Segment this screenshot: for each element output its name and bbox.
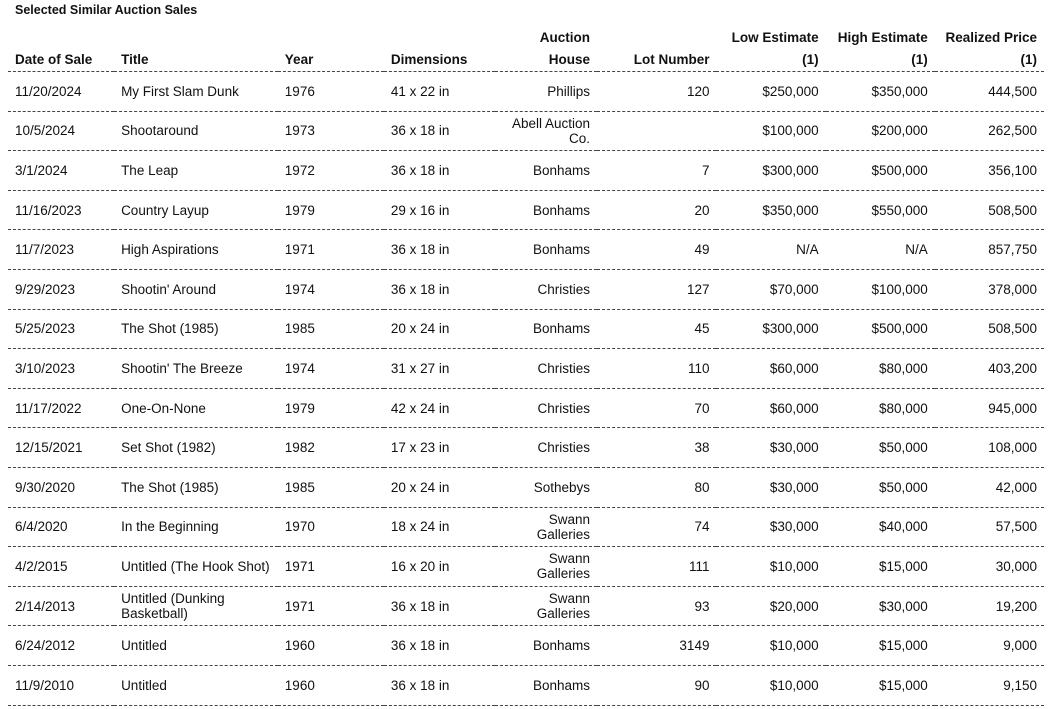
realized-price-cell: 945,000 bbox=[935, 388, 1044, 428]
auction-house-cell: Swann Galleries bbox=[495, 547, 597, 587]
year-cell: 1971 bbox=[278, 586, 384, 626]
low-estimate-cell: $300,000 bbox=[716, 309, 825, 349]
year-cell: 1985 bbox=[278, 309, 384, 349]
table-row bbox=[8, 190, 1044, 230]
date-cell: 5/25/2023 bbox=[8, 309, 114, 349]
header-realized-price: Realized Price (1) bbox=[935, 25, 1044, 72]
realized-price-cell: 262,500 bbox=[935, 111, 1044, 151]
lot-number-cell: 111 bbox=[597, 547, 716, 587]
low-estimate-cell: $350,000 bbox=[716, 190, 825, 230]
dimensions-cell: 20 x 24 in bbox=[384, 467, 495, 507]
year-cell: 1960 bbox=[278, 626, 384, 666]
header-year: Year bbox=[278, 25, 384, 72]
dimensions-cell: 17 x 23 in bbox=[384, 428, 495, 468]
header-low-estimate: Low Estimate (1) bbox=[716, 25, 825, 72]
auction-house-cell: Sothebys bbox=[495, 467, 597, 507]
date-cell: 4/2/2015 bbox=[8, 547, 114, 587]
table-row bbox=[8, 665, 1044, 705]
auction-house-cell: Bonhams bbox=[495, 309, 597, 349]
realized-price-cell: 19,200 bbox=[935, 586, 1044, 626]
lot-number-cell bbox=[597, 111, 716, 151]
realized-price-cell: 378,000 bbox=[935, 269, 1044, 309]
year-cell: 1976 bbox=[278, 72, 384, 112]
lot-number-cell: 70 bbox=[597, 388, 716, 428]
high-estimate-cell: $350,000 bbox=[826, 72, 935, 112]
dimensions-cell: 36 x 18 in bbox=[384, 230, 495, 270]
title-cell: Untitled (The Hook Shot) bbox=[114, 547, 278, 587]
table-row bbox=[8, 586, 1044, 626]
year-cell: 1974 bbox=[278, 349, 384, 389]
high-estimate-cell: $500,000 bbox=[826, 309, 935, 349]
title-cell: The Shot (1985) bbox=[114, 309, 278, 349]
auction-house-cell: Bonhams bbox=[495, 626, 597, 666]
date-cell: 9/30/2020 bbox=[8, 467, 114, 507]
year-cell: 1971 bbox=[278, 230, 384, 270]
date-cell: 6/24/2012 bbox=[8, 626, 114, 666]
auction-house-cell: Phillips bbox=[495, 72, 597, 112]
title-cell: Untitled bbox=[114, 626, 278, 666]
date-cell: 11/9/2010 bbox=[8, 665, 114, 705]
table-row bbox=[8, 230, 1044, 270]
realized-price-cell: 857,750 bbox=[935, 230, 1044, 270]
low-estimate-cell: $300,000 bbox=[716, 151, 825, 191]
year-cell: 1970 bbox=[278, 507, 384, 547]
dimensions-cell: 42 x 24 in bbox=[384, 388, 495, 428]
high-estimate-cell: $550,000 bbox=[826, 190, 935, 230]
auction-house-cell: Bonhams bbox=[495, 151, 597, 191]
high-estimate-cell: $50,000 bbox=[826, 467, 935, 507]
title-cell: My First Slam Dunk bbox=[114, 72, 278, 112]
high-estimate-cell: $30,000 bbox=[826, 586, 935, 626]
year-cell: 1979 bbox=[278, 190, 384, 230]
realized-price-cell: 57,500 bbox=[935, 507, 1044, 547]
table-row bbox=[8, 507, 1044, 547]
auction-house-cell: Bonhams bbox=[495, 665, 597, 705]
title-cell: Country Layup bbox=[114, 190, 278, 230]
year-cell: 1985 bbox=[278, 467, 384, 507]
realized-price-cell: 444,500 bbox=[935, 72, 1044, 112]
low-estimate-cell: $60,000 bbox=[716, 388, 825, 428]
lot-number-cell: 74 bbox=[597, 507, 716, 547]
realized-price-cell: 356,100 bbox=[935, 151, 1044, 191]
dimensions-cell: 41 x 22 in bbox=[384, 72, 495, 112]
year-cell: 1971 bbox=[278, 547, 384, 587]
table-row bbox=[8, 72, 1044, 112]
low-estimate-cell: $10,000 bbox=[716, 547, 825, 587]
auction-house-cell: Christies bbox=[495, 388, 597, 428]
low-estimate-cell: $20,000 bbox=[716, 586, 825, 626]
title-cell: Shootin' The Breeze bbox=[114, 349, 278, 389]
date-cell: 11/17/2022 bbox=[8, 388, 114, 428]
dimensions-cell: 36 x 18 in bbox=[384, 586, 495, 626]
low-estimate-cell: $250,000 bbox=[716, 72, 825, 112]
lot-number-cell: 80 bbox=[597, 467, 716, 507]
date-cell: 11/16/2023 bbox=[8, 190, 114, 230]
lot-number-cell: 120 bbox=[597, 72, 716, 112]
table-row bbox=[8, 111, 1044, 151]
high-estimate-cell: $200,000 bbox=[826, 111, 935, 151]
year-cell: 1979 bbox=[278, 388, 384, 428]
lot-number-cell: 7 bbox=[597, 151, 716, 191]
header-high-estimate: High Estimate (1) bbox=[826, 25, 935, 72]
low-estimate-cell: $30,000 bbox=[716, 507, 825, 547]
table-row bbox=[8, 349, 1044, 389]
year-cell: 1960 bbox=[278, 665, 384, 705]
auction-house-cell: Christies bbox=[495, 428, 597, 468]
header-lot-number: Lot Number bbox=[597, 25, 716, 72]
table-row bbox=[8, 626, 1044, 666]
high-estimate-cell: $500,000 bbox=[826, 151, 935, 191]
table-row bbox=[8, 547, 1044, 587]
header-date-of-sale: Date of Sale bbox=[8, 25, 114, 72]
date-cell: 12/15/2021 bbox=[8, 428, 114, 468]
realized-price-cell: 108,000 bbox=[935, 428, 1044, 468]
title-cell: Untitled (Dunking Basketball) bbox=[114, 586, 278, 626]
table-header-row bbox=[8, 25, 1044, 72]
lot-number-cell: 110 bbox=[597, 349, 716, 389]
high-estimate-cell: $15,000 bbox=[826, 626, 935, 666]
high-estimate-cell: $100,000 bbox=[826, 269, 935, 309]
high-estimate-cell: N/A bbox=[826, 230, 935, 270]
date-cell: 11/7/2023 bbox=[8, 230, 114, 270]
realized-price-cell: 9,150 bbox=[935, 665, 1044, 705]
table-row bbox=[8, 269, 1044, 309]
dimensions-cell: 36 x 18 in bbox=[384, 665, 495, 705]
realized-price-cell: 30,000 bbox=[935, 547, 1044, 587]
table-row bbox=[8, 151, 1044, 191]
header-dimensions: Dimensions bbox=[384, 25, 495, 72]
header-title: Title bbox=[114, 25, 278, 72]
year-cell: 1973 bbox=[278, 111, 384, 151]
high-estimate-cell: $15,000 bbox=[826, 665, 935, 705]
realized-price-cell: 403,200 bbox=[935, 349, 1044, 389]
date-cell: 2/14/2013 bbox=[8, 586, 114, 626]
auction-sales-table bbox=[8, 25, 1044, 706]
lot-number-cell: 45 bbox=[597, 309, 716, 349]
lot-number-cell: 38 bbox=[597, 428, 716, 468]
table-row bbox=[8, 388, 1044, 428]
lot-number-cell: 93 bbox=[597, 586, 716, 626]
dimensions-cell: 36 x 18 in bbox=[384, 151, 495, 191]
high-estimate-cell: $80,000 bbox=[826, 388, 935, 428]
title-cell: Shootaround bbox=[114, 111, 278, 151]
realized-price-cell: 508,500 bbox=[935, 190, 1044, 230]
title-cell: Shootin' Around bbox=[114, 269, 278, 309]
table-body bbox=[8, 72, 1044, 706]
year-cell: 1982 bbox=[278, 428, 384, 468]
title-cell: In the Beginning bbox=[114, 507, 278, 547]
low-estimate-cell: $70,000 bbox=[716, 269, 825, 309]
low-estimate-cell: $60,000 bbox=[716, 349, 825, 389]
auction-house-cell: Christies bbox=[495, 349, 597, 389]
auction-house-cell: Bonhams bbox=[495, 230, 597, 270]
table-title: Selected Similar Auction Sales bbox=[15, 3, 198, 17]
date-cell: 11/20/2024 bbox=[8, 72, 114, 112]
table-row bbox=[8, 428, 1044, 468]
title-cell: The Leap bbox=[114, 151, 278, 191]
lot-number-cell: 49 bbox=[597, 230, 716, 270]
table-row bbox=[8, 467, 1044, 507]
auction-house-cell: Abell Auction Co. bbox=[495, 111, 597, 151]
title-cell: Set Shot (1982) bbox=[114, 428, 278, 468]
date-cell: 10/5/2024 bbox=[8, 111, 114, 151]
lot-number-cell: 3149 bbox=[597, 626, 716, 666]
date-cell: 3/10/2023 bbox=[8, 349, 114, 389]
year-cell: 1972 bbox=[278, 151, 384, 191]
header-auction-house: Auction House bbox=[495, 25, 597, 72]
title-cell: High Aspirations bbox=[114, 230, 278, 270]
auction-house-cell: Bonhams bbox=[495, 190, 597, 230]
dimensions-cell: 36 x 18 in bbox=[384, 626, 495, 666]
dimensions-cell: 36 x 18 in bbox=[384, 111, 495, 151]
year-cell: 1974 bbox=[278, 269, 384, 309]
title-cell: The Shot (1985) bbox=[114, 467, 278, 507]
date-cell: 3/1/2024 bbox=[8, 151, 114, 191]
date-cell: 9/29/2023 bbox=[8, 269, 114, 309]
dimensions-cell: 16 x 20 in bbox=[384, 547, 495, 587]
lot-number-cell: 90 bbox=[597, 665, 716, 705]
auction-house-cell: Christies bbox=[495, 269, 597, 309]
realized-price-cell: 42,000 bbox=[935, 467, 1044, 507]
realized-price-cell: 9,000 bbox=[935, 626, 1044, 666]
low-estimate-cell: $30,000 bbox=[716, 467, 825, 507]
dimensions-cell: 18 x 24 in bbox=[384, 507, 495, 547]
lot-number-cell: 20 bbox=[597, 190, 716, 230]
high-estimate-cell: $15,000 bbox=[826, 547, 935, 587]
low-estimate-cell: $10,000 bbox=[716, 665, 825, 705]
low-estimate-cell: $30,000 bbox=[716, 428, 825, 468]
low-estimate-cell: $100,000 bbox=[716, 111, 825, 151]
low-estimate-cell: N/A bbox=[716, 230, 825, 270]
auction-house-cell: Swann Galleries bbox=[495, 507, 597, 547]
high-estimate-cell: $80,000 bbox=[826, 349, 935, 389]
lot-number-cell: 127 bbox=[597, 269, 716, 309]
dimensions-cell: 31 x 27 in bbox=[384, 349, 495, 389]
table-row bbox=[8, 309, 1044, 349]
high-estimate-cell: $40,000 bbox=[826, 507, 935, 547]
date-cell: 6/4/2020 bbox=[8, 507, 114, 547]
dimensions-cell: 20 x 24 in bbox=[384, 309, 495, 349]
title-cell: Untitled bbox=[114, 665, 278, 705]
title-cell: One-On-None bbox=[114, 388, 278, 428]
dimensions-cell: 29 x 16 in bbox=[384, 190, 495, 230]
high-estimate-cell: $50,000 bbox=[826, 428, 935, 468]
realized-price-cell: 508,500 bbox=[935, 309, 1044, 349]
auction-house-cell: Swann Galleries bbox=[495, 586, 597, 626]
dimensions-cell: 36 x 18 in bbox=[384, 269, 495, 309]
low-estimate-cell: $10,000 bbox=[716, 626, 825, 666]
